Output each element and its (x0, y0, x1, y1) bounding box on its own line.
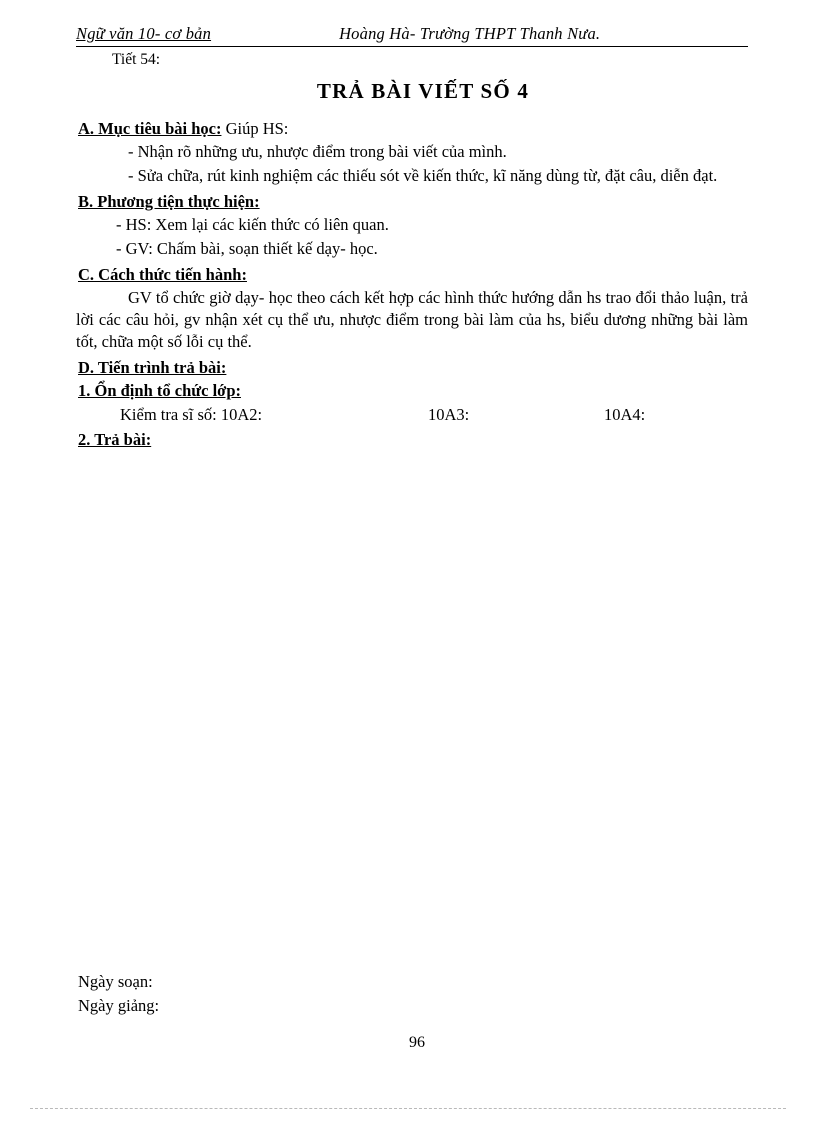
section-c-paragraph: GV tổ chức giờ dạy- học theo cách kết hợp các hình thức hướng dẫn hs trao đổi thảo luận, trả lời các câu hỏi, gv nhận xét cụ thể ưu, nhược điểm trong bài làm của hs, biểu dương những bài làm tốt, chữa một số lỗi cụ thể. (76, 288, 748, 351)
section-b-line-2: - GV: Chấm bài, soạn thiết kế dạy- học. (116, 239, 378, 259)
section-c-heading: C. Cách thức tiến hành: (78, 264, 247, 284)
section-a-line-2: - Sửa chữa, rút kinh nghiệm các thiếu sót về kiến thức, kĩ năng dùng từ, đặt câu, diễn đạt. (128, 166, 718, 186)
section-d (76, 357, 748, 451)
section-d-heading-line (78, 357, 748, 378)
blank-space (76, 450, 748, 970)
section-d-sub2-line (78, 429, 748, 450)
section-c (76, 264, 748, 353)
date-taught-label: Ngày giảng: (78, 996, 160, 1016)
section-b-line-1: - HS: Xem lại các kiến thức có liên quan. (116, 215, 389, 235)
section-b-heading-line (78, 191, 748, 212)
attendance-row (76, 404, 748, 425)
section-a-heading-line (78, 118, 748, 139)
section-d-heading: D. Tiến trình trả bài: (78, 357, 227, 377)
section-a-line-1: - Nhận rõ những ưu, nhược điểm trong bài viết của mình. (128, 142, 507, 162)
section-a (76, 118, 748, 187)
page-title: TRẢ BÀI VIẾT SỐ 4 (316, 79, 530, 103)
header-right-text: Hoàng Hà- Trường THPT Thanh Nưa. (339, 24, 601, 43)
document-footer (78, 970, 748, 1018)
lesson-number: Tiết 54: (112, 51, 161, 68)
page-header (76, 24, 748, 46)
page-bottom-edge (30, 1108, 786, 1109)
date-written-label: Ngày soạn: (78, 972, 153, 992)
attendance-class-10a4: 10A4: (604, 404, 646, 424)
section-d-sub1-heading: 1. Ổn định tổ chức lớp: (78, 381, 241, 401)
header-left-text: Ngữ văn 10- cơ bản (76, 24, 212, 43)
section-b (76, 191, 748, 260)
attendance-class-10a3: 10A3: (428, 404, 470, 424)
header-divider (76, 46, 748, 47)
section-d-sub1-line (78, 380, 748, 401)
section-a-inline: Giúp HS: (221, 119, 289, 138)
page-number: 96 (409, 1034, 425, 1052)
section-b-heading: B. Phương tiện thực hiện: (78, 191, 260, 211)
section-a-heading: A. Mục tiêu bài học: (78, 119, 222, 138)
section-c-heading-line (78, 264, 748, 285)
section-d-sub2-heading: 2. Trả bài: (78, 429, 152, 449)
attendance-label: Kiểm tra sĩ số: 10A2: (120, 404, 263, 424)
